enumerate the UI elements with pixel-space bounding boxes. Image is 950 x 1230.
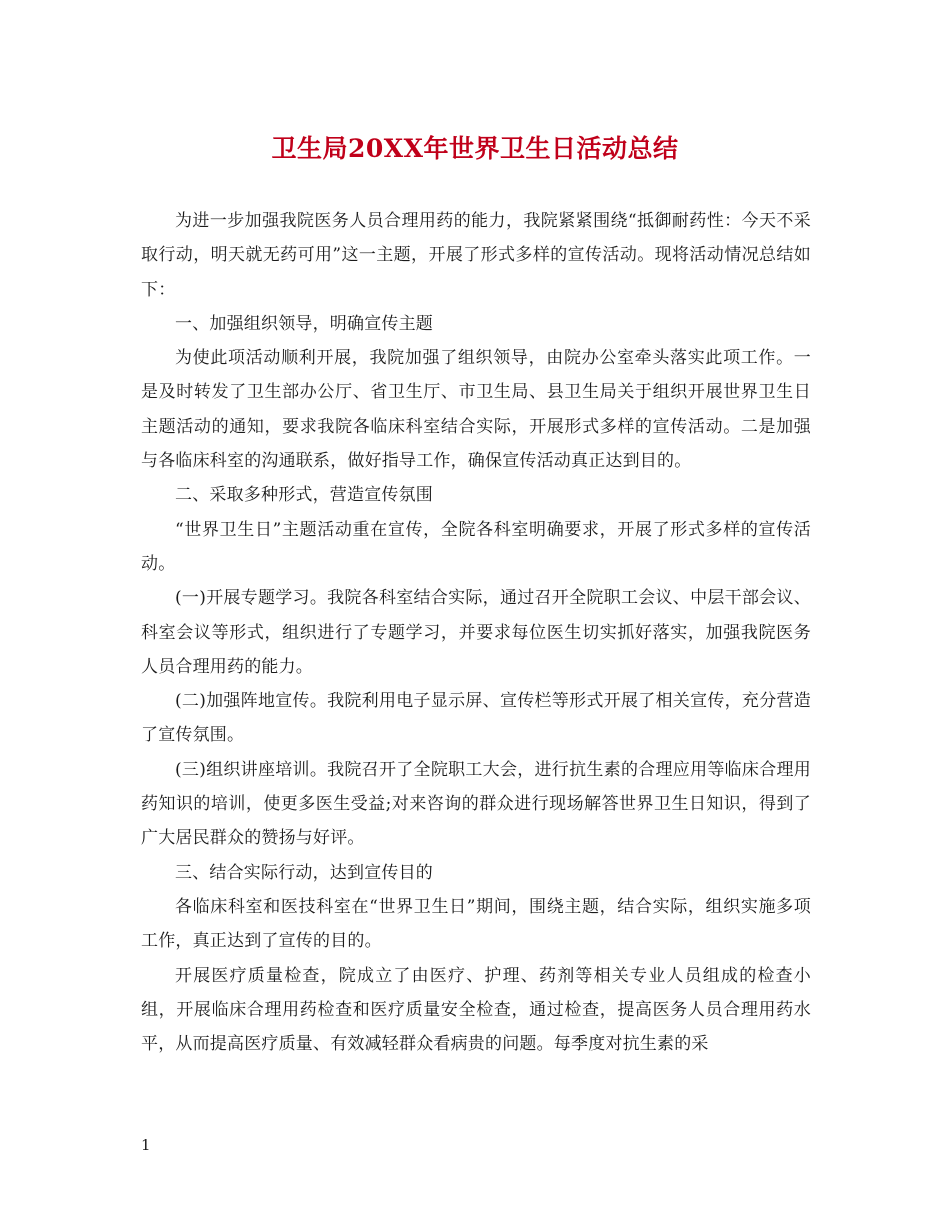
paragraph-promotion: (二)加强阵地宣传。我院利用电子显示屏、宣传栏等形式开展了相关宣传，充分营造了宣传氛围。 xyxy=(141,691,811,746)
paragraph-intro: 为进一步加强我院医务人员合理用药的能力，我院紧紧围绕“抵御耐药性：今天不采取行动，明天就无药可用”这一主题，开展了形式多样的宣传活动。现将活动情况总结如下： xyxy=(141,211,811,300)
page-number: 1 xyxy=(141,1136,151,1154)
section-heading-3: 三、结合实际行动，达到宣传目的 xyxy=(175,862,433,883)
document-title: 卫生局20XX年世界卫生日活动总结 xyxy=(271,134,679,163)
paragraph-organization: 为使此项活动顺利开展，我院加强了组织领导，由院办公室牵头落实此项工作。一是及时转发了卫生部办公厅、省卫生厅、市卫生局、县卫生局关于组织开展世界卫生日主题活动的通知，要求我院各临床科室结合实际，开展形式多样的宣传活动。二是加强与各临床科室的沟通联系，做好指导工作，确保宣传活动真正达到目的。 xyxy=(141,348,811,472)
paragraph-publicity: “世界卫生日”主题活动重在宣传，全院各科室明确要求，开展了形式多样的宣传活动。 xyxy=(141,519,811,574)
section-heading-1: 一、加强组织领导，明确宣传主题 xyxy=(175,313,433,334)
section-heading-2: 二、采取多种形式，营造宣传氛围 xyxy=(175,485,433,506)
document-body xyxy=(141,204,811,1061)
paragraph-quality-check: 开展医疗质量检查，院成立了由医疗、护理、药剂等相关专业人员组成的检查小组，开展临床合理用药检查和医疗质量安全检查，通过检查，提高医务人员合理用药水平，从而提高医疗质量、有效减轻群众看病贵的问题。每季度对抗生素的采 xyxy=(141,965,811,1055)
paragraph-departments: 各临床科室和医技科室在“世界卫生日”期间，围绕主题，结合实际，组织实施多项工作，真正达到了宣传的目的。 xyxy=(141,896,811,952)
paragraph-study: (一)开展专题学习。我院各科室结合实际，通过召开全院职工会议、中层干部会议、科室会议等形式，组织进行了专题学习，并要求每位医生切实抓好落实，加强我院医务人员合理用药的能力。 xyxy=(141,588,811,677)
paragraph-training: (三)组织讲座培训。我院召开了全院职工大会，进行抗生素的合理应用等临床合理用药知识的培训，使更多医生受益;对来咨询的群众进行现场解答世界卫生日知识，得到了广大居民群众的赞扬与好评。 xyxy=(141,759,811,849)
